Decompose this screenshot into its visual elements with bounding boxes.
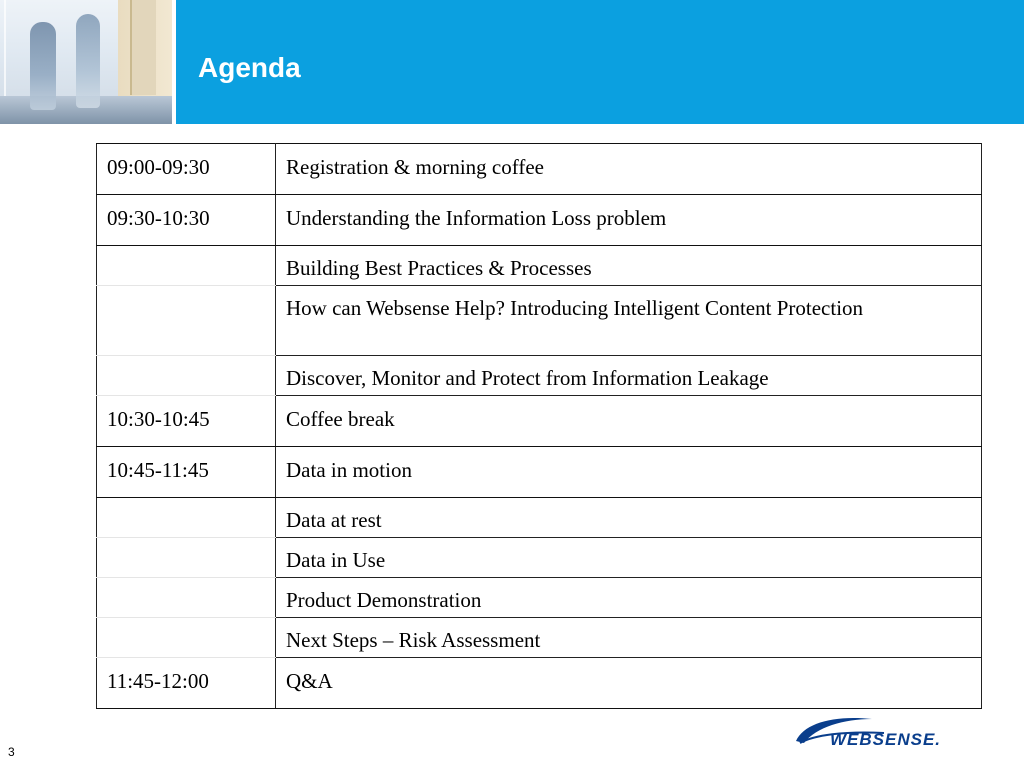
page-number: 3 xyxy=(8,745,15,759)
agenda-row xyxy=(97,658,982,709)
agenda-row xyxy=(97,195,982,246)
agenda-item: Data in Use xyxy=(276,538,982,578)
agenda-row xyxy=(97,396,982,447)
agenda-row xyxy=(97,618,982,658)
agenda-time: 10:45-11:45 xyxy=(97,447,276,498)
agenda-time: 11:45-12:00 xyxy=(97,658,276,709)
slide-title: Agenda xyxy=(198,52,301,83)
agenda-time xyxy=(97,246,276,286)
agenda-time: 09:00-09:30 xyxy=(97,144,276,195)
agenda-row xyxy=(97,538,982,578)
agenda-time xyxy=(97,498,276,538)
header-band xyxy=(176,0,1024,124)
agenda-time: 10:30-10:45 xyxy=(97,396,276,447)
agenda-time xyxy=(97,356,276,396)
agenda-row xyxy=(97,144,982,195)
agenda-item: Building Best Practices & Processes xyxy=(276,246,982,286)
agenda-time xyxy=(97,578,276,618)
agenda-item: Registration & morning coffee xyxy=(276,144,982,195)
agenda-row xyxy=(97,286,982,356)
agenda-item: Q&A xyxy=(276,658,982,709)
agenda-row xyxy=(97,246,982,286)
photo-door xyxy=(130,0,156,95)
logo-text: WEBSENSE. xyxy=(830,730,942,749)
photo-figure-right xyxy=(76,14,100,108)
agenda-item: Data at rest xyxy=(276,498,982,538)
websense-logo xyxy=(794,713,1000,753)
agenda-row xyxy=(97,356,982,396)
agenda-time: 09:30-10:30 xyxy=(97,195,276,246)
agenda-time xyxy=(97,618,276,658)
photo-figure-left xyxy=(30,22,56,110)
header-photo xyxy=(0,0,172,124)
agenda-item: Data in motion xyxy=(276,447,982,498)
agenda-row xyxy=(97,578,982,618)
agenda-time xyxy=(97,538,276,578)
agenda-item: Product Demonstration xyxy=(276,578,982,618)
agenda-item: Understanding the Information Loss problem xyxy=(276,195,982,246)
agenda-table xyxy=(96,143,982,709)
agenda-item: How can Websense Help? Introducing Intelligent Content Protection xyxy=(276,286,982,356)
agenda-time xyxy=(97,286,276,356)
agenda-row xyxy=(97,498,982,538)
agenda-item: Next Steps – Risk Assessment xyxy=(276,618,982,658)
agenda-item: Discover, Monitor and Protect from Information Leakage xyxy=(276,356,982,396)
agenda-item: Coffee break xyxy=(276,396,982,447)
agenda-row xyxy=(97,447,982,498)
